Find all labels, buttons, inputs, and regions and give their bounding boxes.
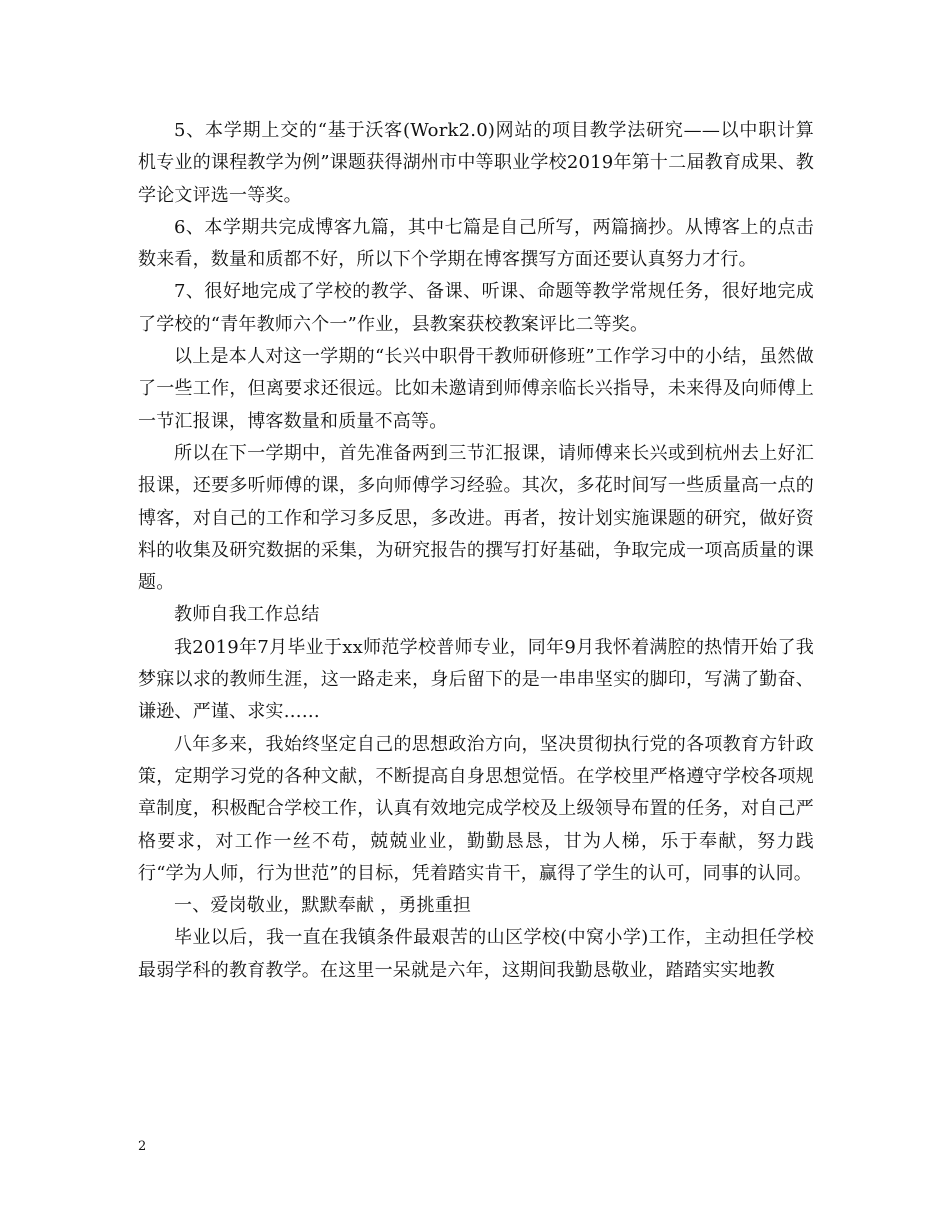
paragraph-achievement-5: 5、本学期上交的“基于沃客(Work2.0)网站的项目教学法研究——以中职计算机专业的课程教学为例”课题获得湖州市中等职业学校2019年第十二届教育成果、教学论文评选一等奖。 [138, 120, 814, 206]
paragraph-eight-years: 八年多来，我始终坚定自己的思想政治方向，坚决贯彻执行党的各项教育方针政策，定期学习党的各种文献，不断提高自身思想觉悟。在学校里严格遵守学校各项规章制度，积极配合学校工作，认真有效地完成学校及上级领导布置的任务，对自己严格要求，对工作一丝不苟，兢兢业业，勤勤恳恳，甘为人梯，乐于奉献，努力践行“学为人师，行为世范”的目标，凭着踏实肯干，赢得了学生的认可，同事的认同。 [138, 733, 814, 884]
page-number: 2 [138, 1139, 147, 1154]
section-heading-1: 一、爱岗敬业，默默奉献 ，勇挑重担 [174, 895, 472, 917]
paragraph-after-graduation: 毕业以后，我一直在我镇条件最艰苦的山区学校(中窝小学)工作，主动担任学校最弱学科的教育教学。在这里一呆就是六年，这期间我勤恳敬业，踏踏实实地教 [138, 927, 814, 981]
paragraph-summary: 以上是本人对这一学期的“长兴中职骨干教师研修班”工作学习中的小结，虽然做了一些工作，但离要求还很远。比如未邀请到师傅亲临长兴指导，未来得及向师傅上一节汇报课，博客数量和质量不高等。 [138, 346, 814, 432]
section-title: 教师自我工作总结 [174, 604, 320, 626]
paragraph-next-plan: 所以在下一学期中，首先准备两到三节汇报课，请师傅来长兴或到杭州去上好汇报课，还要多听师傅的课，多向师傅学习经验。其次，多花时间写一些质量高一点的博客，对自己的工作和学习多反思，多改进。再者，按计划实施课题的研究，做好资料的收集及研究数据的采集，为研究报告的撰写打好基础，争取完成一项高质量的课题。 [138, 442, 814, 594]
paragraph-achievement-6: 6、本学期共完成博客九篇，其中七篇是自己所写，两篇摘抄。从博客上的点击数来看，数量和质都不好，所以下个学期在博客撰写方面还要认真努力才行。 [138, 216, 814, 271]
paragraph-intro: 我2019年7月毕业于xx师范学校普师专业，同年9月我怀着满腔的热情开始了我梦寐以求的教师生涯，这一路走来，身后留下的是一串串坚实的脚印，写满了勤奋、谦逊、严谨、求实…… [138, 636, 814, 723]
document-body [138, 115, 814, 987]
paragraph-achievement-7: 7、很好地完成了学校的教学、备课、听课、命题等教学常规任务，很好地完成了学校的“青年教师六个一”作业，县教案获校教案评比二等奖。 [138, 281, 814, 335]
